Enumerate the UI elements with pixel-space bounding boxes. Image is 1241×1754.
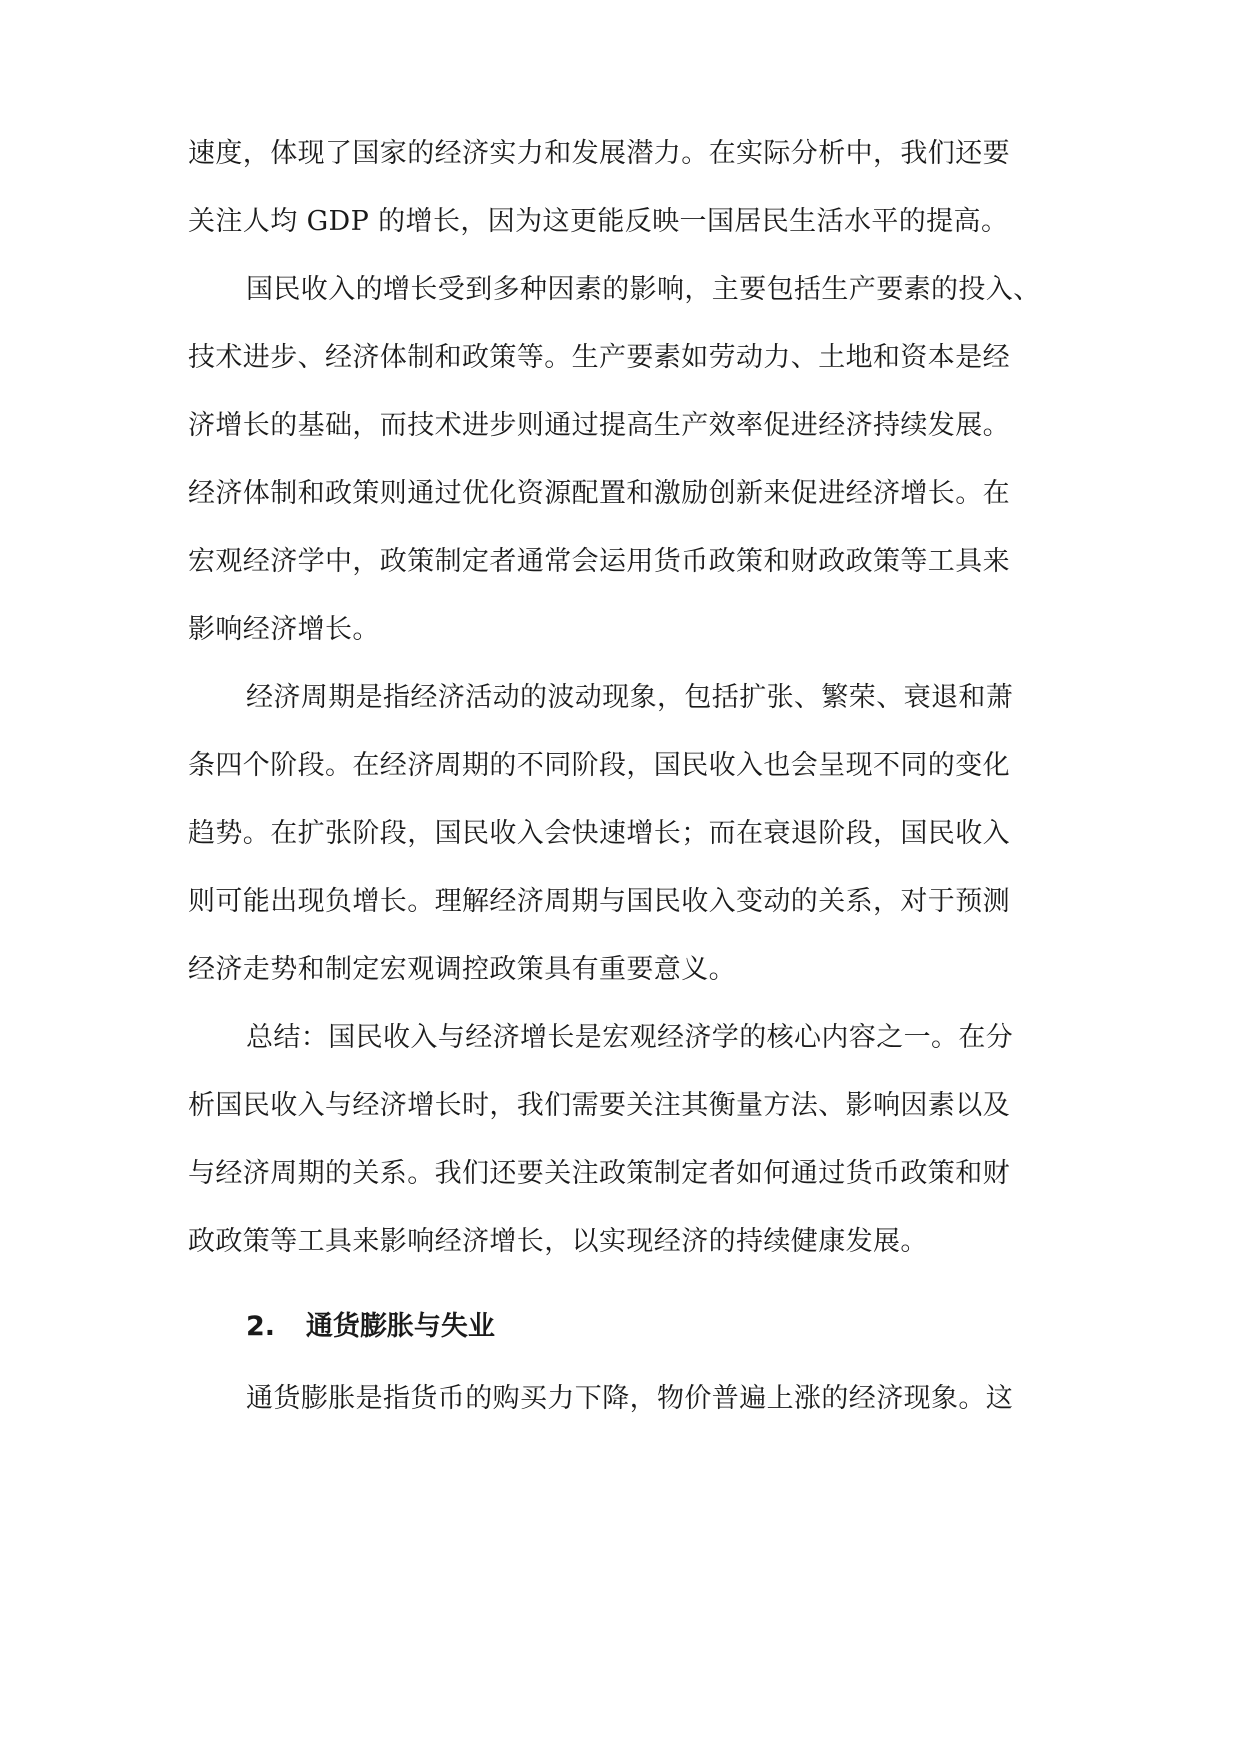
paragraph-line: 速度，体现了国家的经济实力和发展潜力。在实际分析中，我们还要 <box>188 138 1010 169</box>
paragraph-line: 与经济周期的关系。我们还要关注政策制定者如何通过货币政策和财 <box>188 1158 1010 1189</box>
paragraph-line: 济增长的基础，而技术进步则通过提高生产效率促进经济持续发展。 <box>188 410 1010 441</box>
paragraph-line: 经济走势和制定宏观调控政策具有重要意义。 <box>188 954 736 985</box>
paragraph-line: 条四个阶段。在经济周期的不同阶段，国民收入也会呈现不同的变化 <box>188 750 1010 781</box>
paragraph-line: 经济体制和政策则通过优化资源配置和激励创新来促进经济增长。在 <box>188 478 1010 509</box>
paragraph-line: 国民收入的增长受到多种因素的影响，主要包括生产要素的投入、 <box>246 274 1041 305</box>
paragraph-line: 宏观经济学中，政策制定者通常会运用货币政策和财政政策等工具来 <box>188 546 1010 577</box>
paragraph-line: 影响经济增长。 <box>188 614 380 645</box>
section-heading <box>246 1303 1046 1351</box>
paragraph-line: 则可能出现负增长。理解经济周期与国民收入变动的关系，对于预测 <box>188 886 1010 917</box>
section-title: 通货膨胀与失业 <box>305 1311 495 1342</box>
paragraph-line: 总结：国民收入与经济增长是宏观经济学的核心内容之一。在分 <box>246 1022 1014 1053</box>
section-number: 2. <box>246 1311 276 1342</box>
paragraph-line: 政政策等工具来影响经济增长，以实现经济的持续健康发展。 <box>188 1226 928 1257</box>
paragraph-line: 经济周期是指经济活动的波动现象，包括扩张、繁荣、衰退和萧 <box>246 682 1014 713</box>
paragraph-line: 技术进步、经济体制和政策等。生产要素如劳动力、土地和资本是经 <box>188 342 1010 373</box>
paragraph-line: 趋势。在扩张阶段，国民收入会快速增长；而在衰退阶段，国民收入 <box>188 818 1010 849</box>
paragraph-line: 通货膨胀是指货币的购买力下降，物价普遍上涨的经济现象。这 <box>246 1383 1014 1414</box>
paragraph-line: 析国民收入与经济增长时，我们需要关注其衡量方法、影响因素以及 <box>188 1090 1010 1121</box>
paragraph-line: 关注人均 GDP 的增长，因为这更能反映一国居民生活水平的提高。 <box>188 206 1009 237</box>
